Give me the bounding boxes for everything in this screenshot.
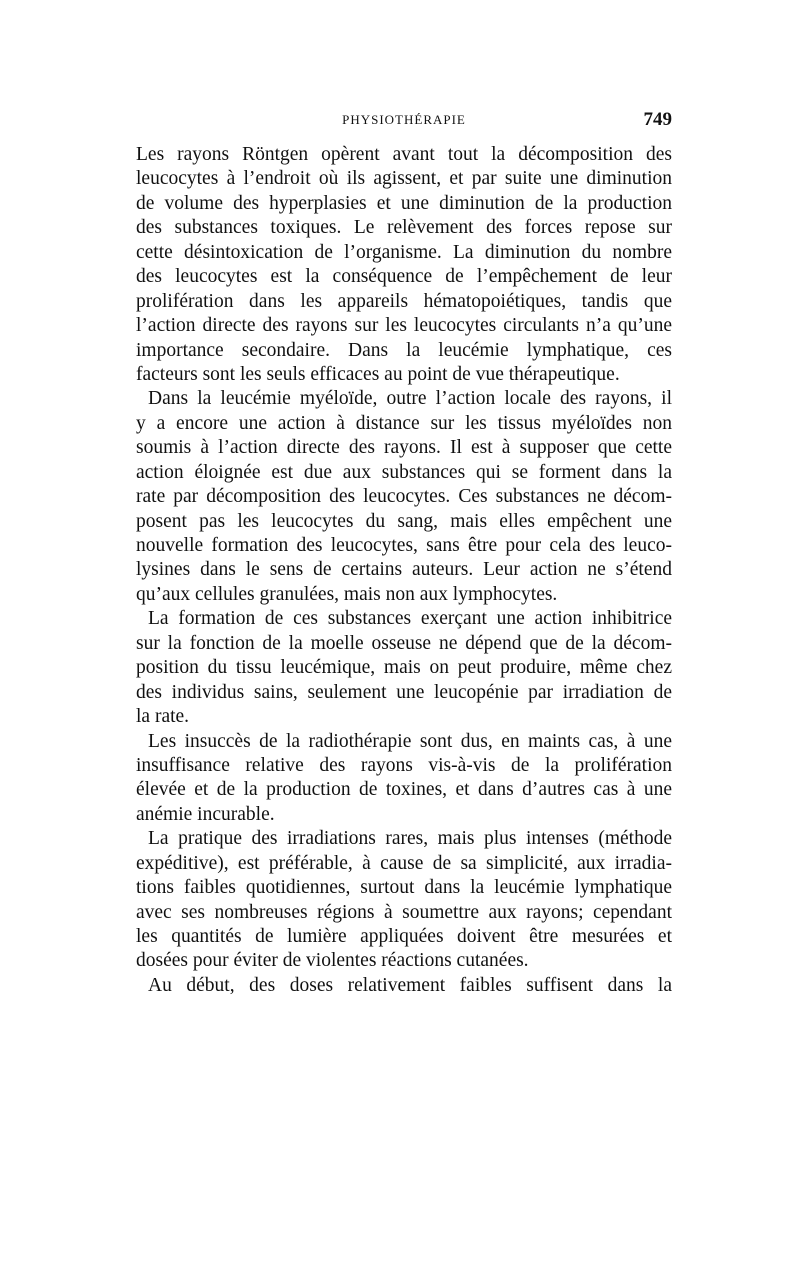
- text-line: élevée et de la production de toxines, et dans d’autres cas à une: [136, 779, 672, 801]
- text-line: dosées pour éviter de violentes réactions cutanées.: [136, 950, 529, 972]
- page-number: 749: [643, 109, 672, 130]
- body-text: [136, 143, 672, 998]
- text-line: avec ses nombreuses régions à soumettre aux rayons; cependant: [136, 901, 672, 923]
- text-line: des substances toxiques. Le relèvement des forces repose sur: [136, 217, 672, 239]
- text-line: Au début, des doses relativement faibles suffisent dans la: [148, 974, 672, 996]
- text-line: action éloignée est due aux substances qui se forment dans la: [136, 461, 672, 483]
- text-line: soumis à l’action directe des rayons. Il est à supposer que cette: [136, 437, 672, 459]
- text-line: qu’aux cellules granulées, mais non aux lymphocytes.: [136, 583, 558, 605]
- text-line: insuffisance relative des rayons vis-à-vis de la prolifération: [136, 754, 672, 776]
- text-line: les quantités de lumière appliquées doivent être mesurées et: [136, 926, 672, 947]
- text-line: Les insuccès de la radiothérapie sont dus, en maints cas, à une: [148, 730, 672, 752]
- text-line: l’action directe des rayons sur les leucocytes circulants n’a qu’une: [136, 315, 672, 337]
- text-line: des individus sains, seulement une leucopénie par irradiation de: [136, 681, 672, 703]
- text-line: sur la fonction de la moelle osseuse ne dépend que de la décom-: [136, 632, 672, 654]
- text-line: Dans la leucémie myéloïde, outre l’action locale des rayons, il: [148, 388, 672, 410]
- text-line: position du tissu leucémique, mais on peut produire, même chez: [136, 657, 672, 679]
- text-line: facteurs sont les seuls efficaces au point de vue thérapeutique.: [136, 363, 620, 385]
- text-line: Les rayons Röntgen opèrent avant tout la décomposition des: [136, 144, 672, 165]
- text-line: y a encore une action à distance sur les tissus myéloïdes non: [136, 412, 672, 434]
- text-line: posent pas les leucocytes du sang, mais elles empêchent une: [136, 510, 672, 532]
- page-header: [136, 106, 672, 136]
- text-line: La pratique des irradiations rares, mais plus intenses (méthode: [148, 828, 672, 850]
- text-line: tions faibles quotidiennes, surtout dans la leucémie lymphatique: [136, 877, 672, 899]
- text-line: anémie incurable.: [136, 803, 275, 825]
- text-line: La formation de ces substances exerçant une action inhibitrice: [148, 608, 672, 630]
- text-line: leucocytes à l’endroit où ils agissent, et par suite une diminution: [136, 168, 672, 190]
- text-line: des leucocytes est la conséquence de l’empêchement de leur: [136, 266, 672, 288]
- text-line: rate par décomposition des leucocytes. Ces substances ne décom-: [136, 486, 672, 508]
- text-line: importance secondaire. Dans la leucémie lymphatique, ces: [136, 339, 672, 361]
- text-line: prolifération dans les appareils hématopoiétiques, tandis que: [136, 290, 672, 312]
- running-title: PHYSIOTHÉRAPIE: [342, 112, 466, 127]
- text-line: de volume des hyperplasies et une diminution de la production: [136, 192, 672, 214]
- text-line: la rate.: [136, 706, 190, 728]
- text-line: lysines dans le sens de certains auteurs. Leur action ne s’étend: [136, 559, 672, 581]
- text-line: cette désintoxication de l’organisme. La diminution du nombre: [136, 241, 672, 263]
- text-line: expéditive), est préférable, à cause de sa simplicité, aux irradia-: [136, 852, 672, 874]
- text-line: nouvelle formation des leucocytes, sans être pour cela des leuco-: [136, 535, 672, 556]
